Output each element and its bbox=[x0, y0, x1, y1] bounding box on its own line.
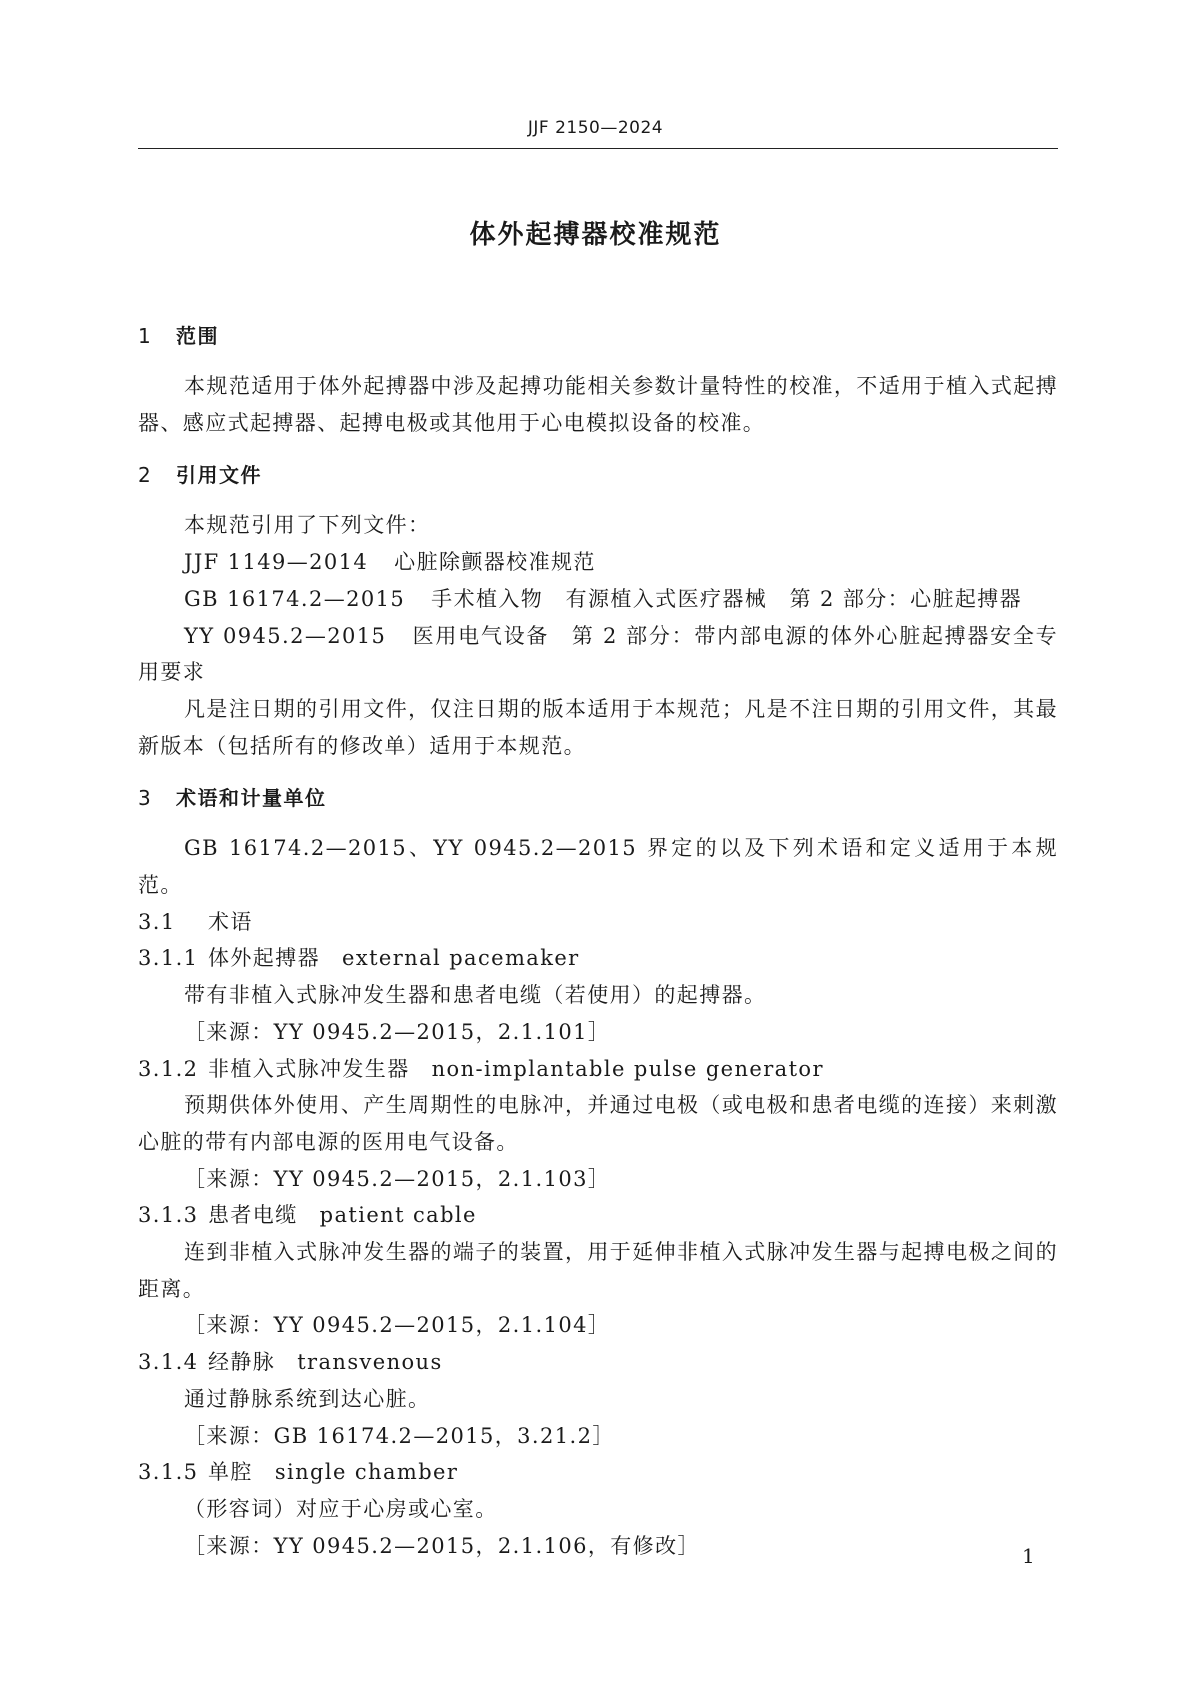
term-heading bbox=[138, 1197, 1058, 1234]
term-heading bbox=[138, 940, 1058, 977]
term-english: external pacemaker bbox=[342, 946, 580, 971]
section-title: 术语和计量单位 bbox=[176, 786, 327, 811]
term-number: 3.1.5 bbox=[138, 1460, 199, 1485]
normative-reference bbox=[138, 618, 1058, 691]
subsection-heading bbox=[138, 904, 1058, 941]
section-number: 3 bbox=[138, 786, 153, 811]
term-definition: （形容词）对应于心房或心室。 bbox=[184, 1496, 498, 1521]
subsection-title: 术语 bbox=[208, 909, 253, 934]
header-rule bbox=[138, 148, 1058, 149]
term-source: ［来源：YY 0945.2—2015，2.1.104］ bbox=[184, 1313, 611, 1338]
term-source: ［来源：GB 16174.2—2015，3.21.2］ bbox=[184, 1423, 615, 1448]
term-number: 3.1.1 bbox=[138, 946, 199, 971]
term-chinese: 单腔 bbox=[208, 1460, 253, 1485]
section-2-heading bbox=[138, 457, 1058, 493]
term-source: ［来源：YY 0945.2—2015，2.1.103］ bbox=[184, 1166, 611, 1191]
term-source: ［来源：YY 0945.2—2015，2.1.106，有修改］ bbox=[184, 1533, 700, 1558]
section-3-heading bbox=[138, 780, 1058, 816]
section-2-note: 凡是注日期的引用文件，仅注日期的版本适用于本规范；凡是不注日期的引用文件，其最新版本（包括所有的修改单）适用于本规范。 bbox=[138, 696, 1058, 758]
term-english: patient cable bbox=[319, 1203, 477, 1228]
term-chinese: 经静脉 bbox=[208, 1350, 276, 1375]
term-english: non-implantable pulse generator bbox=[431, 1056, 824, 1081]
reference-name: 心脏除颤器校准规范 bbox=[394, 550, 596, 575]
section-2-intro: 本规范引用了下列文件： bbox=[184, 513, 431, 538]
reference-code: JJF 1149—2014 bbox=[184, 550, 369, 575]
section-title: 范围 bbox=[176, 324, 219, 348]
term-english: transvenous bbox=[297, 1350, 443, 1375]
term-chinese: 非植入式脉冲发生器 bbox=[208, 1056, 410, 1081]
reference-code: YY 0945.2—2015 bbox=[184, 623, 387, 648]
term-heading bbox=[138, 1454, 1058, 1491]
running-header: JJF 2150—2024 bbox=[527, 118, 664, 138]
term-source: ［来源：YY 0945.2—2015，2.1.101］ bbox=[184, 1019, 611, 1044]
reference-name: 手术植入物 有源植入式医疗器械 第 2 部分：心脏起搏器 bbox=[431, 586, 1023, 611]
page-number: 1 bbox=[1022, 1544, 1035, 1568]
term-definition: 带有非植入式脉冲发生器和患者电缆（若使用）的起搏器。 bbox=[184, 983, 767, 1008]
normative-reference bbox=[138, 544, 1058, 581]
term-number: 3.1.2 bbox=[138, 1056, 199, 1081]
term-heading bbox=[138, 1344, 1058, 1381]
section-number: 2 bbox=[138, 463, 153, 488]
term-heading bbox=[138, 1051, 1058, 1088]
section-title: 引用文件 bbox=[176, 463, 262, 488]
term-english: single chamber bbox=[274, 1460, 459, 1485]
term-definition: 预期供体外使用、产生周期性的电脉冲，并通过电极（或电极和患者电缆的连接）来刺激心脏的带有内部电源的医用电气设备。 bbox=[138, 1093, 1058, 1154]
section-1-paragraph: 本规范适用于体外起搏器中涉及起搏功能相关参数计量特性的校准，不适用于植入式起搏器、感应式起搏器、起搏电极或其他用于心电模拟设备的校准。 bbox=[138, 374, 1058, 435]
document-title: 体外起搏器校准规范 bbox=[469, 220, 722, 250]
term-chinese: 体外起搏器 bbox=[208, 946, 320, 971]
section-1-heading bbox=[138, 318, 1058, 354]
section-3-intro: GB 16174.2—2015、YY 0945.2—2015 界定的以及下列术语和定义适用于本规范。 bbox=[138, 836, 1058, 898]
reference-name: 医用电气设备 第 2 部分：带内部电源的体外心脏起搏器安全专用要求 bbox=[138, 623, 1058, 685]
document-body bbox=[138, 318, 1058, 1564]
term-definition: 通过静脉系统到达心脏。 bbox=[184, 1386, 431, 1411]
normative-reference bbox=[138, 581, 1058, 618]
term-number: 3.1.3 bbox=[138, 1203, 199, 1228]
reference-code: GB 16174.2—2015 bbox=[184, 586, 406, 611]
term-number: 3.1.4 bbox=[138, 1350, 199, 1375]
term-definition: 连到非植入式脉冲发生器的端子的装置，用于延伸非植入式脉冲发生器与起搏电极之间的距离。 bbox=[138, 1240, 1058, 1301]
subsection-number: 3.1 bbox=[138, 909, 176, 934]
section-number: 1 bbox=[138, 324, 153, 348]
term-chinese: 患者电缆 bbox=[208, 1203, 298, 1228]
